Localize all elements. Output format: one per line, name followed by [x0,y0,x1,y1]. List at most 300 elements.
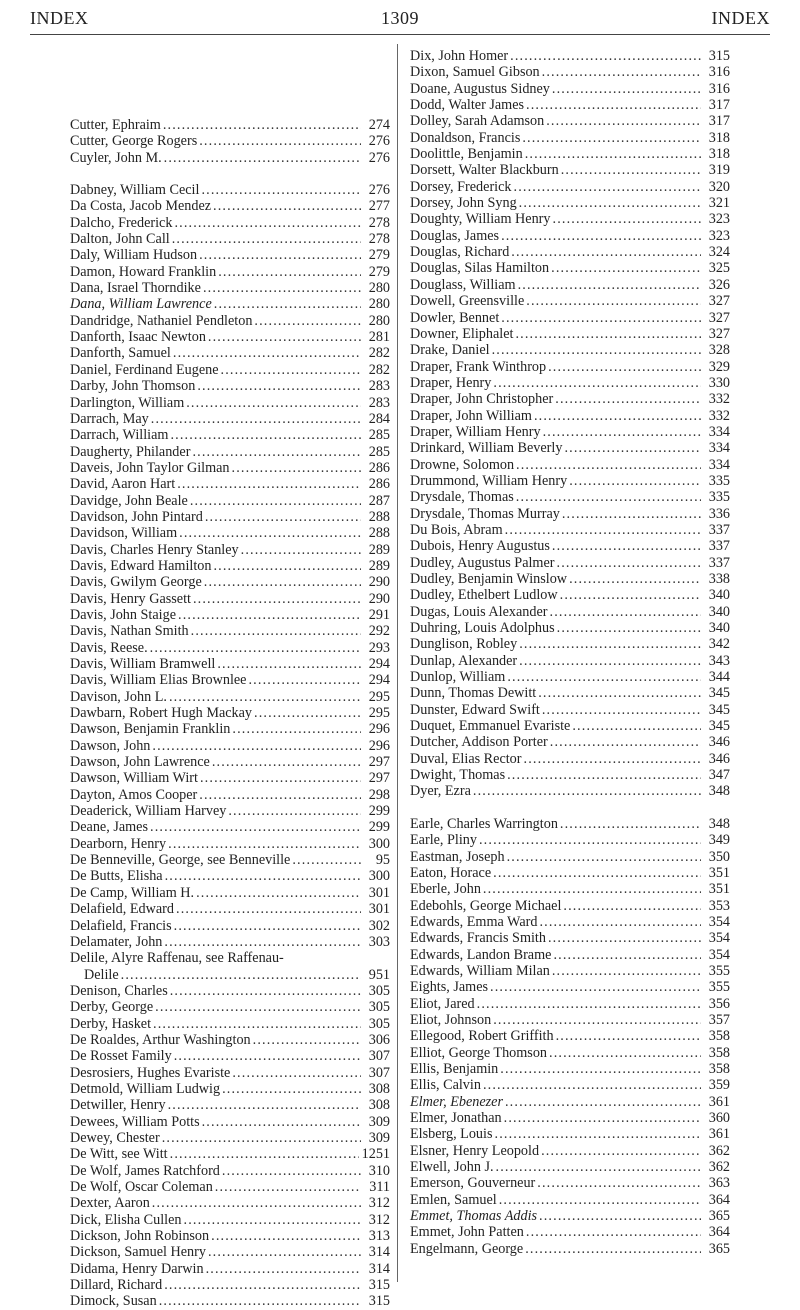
entry-name: Dorsett, Walter Blackburn [410,162,559,179]
entry-name: Daugherty, Philander [70,443,191,460]
index-entry [410,522,730,538]
dot-leader [215,1179,361,1195]
entry-name: Danforth, Isaac Newton [70,329,206,346]
dot-leader [218,264,361,280]
entry-name: Dowell, Greensville [410,293,525,310]
dot-leader [501,310,701,326]
entry-page: 294 [368,656,390,672]
dot-leader [550,604,701,620]
index-entry [70,198,390,214]
entry-page: 288 [368,508,390,525]
entry-page: 355 [708,979,730,996]
entry-name: Ellis, Calvin [410,1077,481,1094]
entry-name: Eliot, Johnson [410,1011,492,1028]
index-entry [410,506,730,522]
dot-leader [542,64,701,80]
entry-name-line1: Delile, Alyre Raffenau, see Raffenau- [70,950,284,967]
right-column [410,48,730,1257]
entry-page: 351 [708,881,730,898]
entry-page: 307 [368,1064,390,1081]
dot-leader [560,587,701,603]
entry-name: Edwards, Francis Smith [410,930,546,947]
index-entry [70,280,390,296]
index-entry [70,247,390,263]
entry-name: Draper, John William [410,407,532,424]
dot-leader [172,231,361,247]
entry-page: 348 [708,783,730,800]
index-entry [410,881,730,897]
dot-leader [254,313,361,329]
index-entry [410,1159,730,1175]
entry-page: 300 [368,835,390,852]
dot-leader [213,558,361,574]
entry-name: Dorsey, John Syng [410,195,517,212]
index-entry [410,277,730,293]
index-entry [410,979,730,995]
index-entry [70,1130,390,1146]
entry-name: Draper, Frank Winthrop [410,358,547,375]
dot-leader [248,672,361,688]
entry-name: Edwards, Emma Ward [410,913,538,930]
index-entry [410,1077,730,1093]
dot-leader [204,574,361,590]
index-entry [70,1195,390,1211]
entry-page: 280 [368,296,390,313]
index-entry [70,689,390,705]
index-entry [410,767,730,783]
dot-leader [174,1048,361,1064]
entry-name: Doolittle, Benjamin [410,146,523,163]
dot-leader [199,247,361,263]
entry-name: Eights, James [410,979,489,996]
entry-page: 320 [708,178,730,195]
dot-leader [539,1208,701,1224]
dot-leader [473,783,701,799]
dot-leader [174,918,361,934]
entry-page: 309 [368,1113,390,1130]
dot-leader [534,408,701,424]
dot-leader [572,718,701,734]
entry-page: 354 [708,913,730,930]
header-rule [30,34,770,35]
entry-page: 276 [368,133,390,150]
entry-page: 330 [708,374,730,391]
entry-name: Davis, Henry Gassett [70,590,191,607]
entry-name: Doane, Augustus Sidney [410,80,550,97]
index-entry [410,146,730,162]
index-entry [70,542,390,558]
index-entry [410,1241,730,1257]
dot-leader [254,705,361,721]
dot-leader [479,832,701,848]
entry-name: Draper, William Henry [410,423,541,440]
entry-name: Ellegood, Robert Griffith [410,1028,554,1045]
entry-name: Cuyler, John M. [70,149,162,166]
entry-page: 284 [368,410,390,427]
entry-name: Earle, Charles Warrington [410,815,558,832]
entry-page: 326 [708,276,730,293]
dot-leader [525,1241,701,1257]
dot-leader [174,215,361,231]
dot-leader [477,996,701,1012]
entry-name: Dickson, John Robinson [70,1228,210,1245]
running-header [30,8,770,30]
dot-leader [543,424,701,440]
dot-leader [505,1094,701,1110]
dot-leader [169,689,361,705]
index-entry [410,162,730,178]
dot-leader [170,427,361,443]
index-entry [410,195,730,211]
dot-leader [556,1028,701,1044]
index-entry [410,636,730,652]
index-entry [70,117,390,133]
entry-page: 285 [368,427,390,444]
dot-leader [211,1228,361,1244]
dot-leader [150,640,361,656]
dot-leader [221,362,361,378]
entry-page: 351 [708,864,730,881]
index-entry [410,865,730,881]
entry-page: 301 [368,884,390,901]
index-entry-wrapped [70,950,390,983]
index-entry [410,947,730,963]
entry-page: 312 [368,1195,390,1212]
entry-name: Delamater, John [70,933,163,950]
entry-name: De Roaldes, Arthur Washington [70,1031,251,1048]
index-entry [70,868,390,884]
dot-leader [177,476,361,492]
index-entry [410,620,730,636]
index-entry [410,898,730,914]
entry-page: 279 [368,247,390,264]
index-entry [70,607,390,623]
dot-leader [538,685,701,701]
entry-page: 318 [708,129,730,146]
entry-name: Davis, John Staige [70,606,177,623]
entry-page: 344 [708,669,730,686]
dot-leader [170,1146,359,1162]
entry-name: Douglas, James [410,227,500,244]
dot-leader [562,506,701,522]
entry-page: 274 [368,117,390,133]
entry-name: Douglas, Silas Hamilton [410,260,550,277]
entry-name: De Camp, William H. [70,884,195,901]
entry-page: 345 [708,701,730,718]
index-entry [70,395,390,411]
entry-page: 364 [708,1191,730,1208]
entry-page: 325 [708,260,730,277]
entry-name: Darlington, William [70,394,185,411]
left-group-2b [70,983,390,1310]
entry-page: 361 [708,1093,730,1110]
index-entry [410,81,730,97]
index-entry [410,342,730,358]
entry-name: Draper, John Christopher [410,391,554,408]
entry-page: 293 [368,639,390,656]
entry-page: 328 [708,342,730,359]
dot-leader [490,979,701,995]
dot-leader [519,195,701,211]
entry-page: 360 [708,1110,730,1126]
index-entry [410,228,730,244]
entry-page: 280 [368,312,390,329]
index-entry [410,702,730,718]
index-entry [70,787,390,803]
entry-page: 362 [708,1159,730,1176]
entry-page: 327 [708,309,730,326]
dot-leader [507,849,701,865]
dot-leader [232,1065,361,1081]
entry-name: Dick, Elisha Cullen [70,1211,182,1228]
entry-name: Davidge, John Beale [70,492,188,509]
entry-name-line2: Delile [84,966,119,983]
dot-leader [548,930,701,946]
entry-name: Danforth, Samuel [70,345,171,362]
entry-page: 307 [368,1048,390,1065]
index-entry [70,1244,390,1260]
dot-leader [163,117,361,133]
index-entry [410,1061,730,1077]
entry-page: 289 [368,557,390,574]
index-entry [70,444,390,460]
entry-page: 278 [368,231,390,248]
entry-page: 317 [708,113,730,130]
entry-name: Ellis, Benjamin [410,1060,499,1077]
index-entry [410,130,730,146]
entry-name: Davidson, John Pintard [70,508,203,525]
dot-leader [546,113,701,129]
dot-leader [184,1212,361,1228]
dot-leader [164,934,361,950]
dot-leader [228,803,361,819]
header-right: INDEX [711,8,770,28]
entry-page: 346 [708,734,730,751]
entry-name: Dana, Israel Thorndike [70,280,201,297]
entry-page: 308 [368,1080,390,1097]
entry-name: Doughty, William Henry [410,211,551,228]
entry-page: 1251 [361,1146,390,1163]
entry-name: Dunn, Thomas Dewitt [410,685,537,702]
entry-name: Emmet, Thomas Addis [410,1208,538,1225]
entry-page: 315 [368,1293,390,1310]
entry-page: 359 [708,1077,730,1094]
dot-leader [557,620,701,636]
index-entry [410,310,730,326]
dot-leader [499,1192,701,1208]
dot-leader [507,669,701,685]
entry-page: 309 [368,1129,390,1146]
index-entry [410,751,730,767]
header-left: INDEX [30,8,89,28]
entry-name: Dewees, William Potts [70,1113,200,1130]
index-entry [410,1208,730,1224]
entry-name: Dawson, John [70,737,151,754]
entry-page: 286 [368,476,390,493]
entry-name: De Rosset Family [70,1048,172,1065]
dot-leader [150,819,361,835]
entry-name: Dunlap, Alexander [410,652,518,669]
dot-leader [518,277,701,293]
index-entry [410,996,730,1012]
entry-page: 324 [708,244,730,261]
dot-leader [492,342,701,358]
index-entry [70,852,390,868]
dot-leader [511,244,701,260]
index-entry [70,918,390,934]
entry-page: 365 [708,1240,730,1257]
entry-name: Dimock, Susan [70,1293,157,1310]
index-entry [410,260,730,276]
entry-name: Derby, George [70,999,154,1016]
entry-page: 306 [368,1031,390,1048]
entry-page: 340 [708,587,730,604]
dot-leader [526,1224,701,1240]
entry-page: 314 [368,1244,390,1261]
entry-name: Darrach, William [70,427,169,444]
index-entry [70,215,390,231]
index-entry [410,718,730,734]
index-entry [70,150,390,166]
index-entry [410,816,730,832]
entry-name: Davis, William Elias Brownlee [70,672,247,689]
dot-leader [178,607,361,623]
dot-leader [222,1163,361,1179]
entry-name: Dexter, Aaron [70,1195,150,1212]
entry-page: 337 [708,538,730,555]
entry-page: 340 [708,603,730,620]
section-gap [70,166,390,182]
dot-leader [205,509,361,525]
dot-leader [483,881,701,897]
dot-leader [553,211,702,227]
entry-page: 298 [368,786,390,803]
entry-name: Drowne, Solomon [410,456,515,473]
entry-name: Dudley, Benjamin Winslow [410,571,568,587]
entry-name: Donaldson, Francis [410,129,521,146]
index-entry [410,963,730,979]
entry-name: De Wolf, James Ratchford [70,1162,220,1179]
entry-page: 334 [708,440,730,457]
entry-page: 337 [708,554,730,571]
index-entry [410,685,730,701]
dot-leader [552,81,701,97]
entry-name: Dowler, Bennet [410,309,500,326]
index-entry [410,930,730,946]
index-entry [70,264,390,280]
left-column [70,117,390,1310]
dot-leader [501,228,701,244]
dot-leader [537,1175,701,1191]
entry-name: Dugas, Louis Alexander [410,603,548,620]
dot-leader [569,571,701,587]
entry-name: Edwards, William Milan [410,962,550,979]
entry-name: Edebohls, George Michael [410,897,562,914]
dot-leader [569,473,701,489]
index-entry [70,738,390,754]
entry-page: 316 [708,64,730,81]
entry-page: 350 [708,848,730,865]
entry-page: 342 [708,636,730,653]
entry-name: Davis, William Bramwell [70,656,216,672]
index-entry [70,1097,390,1113]
entry-name: Du Bois, Abram [410,521,503,538]
index-entry [70,1293,390,1309]
dot-leader [151,411,361,427]
index-entry [410,375,730,391]
dot-leader [173,345,361,361]
entry-name: Cutter, George Rogers [70,133,198,150]
entry-page: 282 [368,345,390,362]
index-entry [410,832,730,848]
entry-page: 95 [375,852,390,869]
entry-page: 317 [708,97,730,114]
entry-name: Emmet, John Patten [410,1224,524,1241]
dot-leader [213,198,361,214]
entry-page: 316 [708,80,730,97]
index-entry [410,587,730,603]
dot-leader [516,457,701,473]
entry-name: Daly, William Hudson [70,247,198,264]
index-entry [70,525,390,541]
entry-name: Derby, Hasket [70,1015,152,1032]
index-entry [70,231,390,247]
index-entry [70,934,390,950]
dot-leader [192,444,361,460]
entry-name: Davidson, William [70,525,178,542]
dot-leader [526,293,701,309]
entry-page: 357 [708,1011,730,1028]
index-entry [70,623,390,639]
dot-leader [526,97,701,113]
index-entry [410,48,730,64]
dot-leader [222,1081,361,1097]
entry-name: Eastman, Joseph [410,848,505,865]
dot-leader [191,623,361,639]
index-entry [410,391,730,407]
entry-page: 290 [368,590,390,607]
index-entry [70,1065,390,1081]
entry-page: 290 [368,574,390,591]
left-group-1 [70,117,390,166]
dot-leader [519,653,701,669]
left-group-2a [70,182,390,950]
index-entry [70,493,390,509]
right-group-1 [410,48,730,800]
dot-leader [196,885,361,901]
entry-name: Denison, Charles [70,982,168,999]
entry-page: 295 [368,688,390,705]
entry-name: Dalton, John Call [70,231,170,248]
entry-name: Dabney, William Cecil [70,182,200,199]
entry-page: 332 [708,391,730,408]
index-entry [70,754,390,770]
entry-name: Draper, Henry [410,374,492,391]
index-entry [410,1224,730,1240]
index-entry [70,1163,390,1179]
dot-leader [493,865,701,881]
entry-page: 296 [368,721,390,738]
index-entry [410,408,730,424]
dot-leader [202,1114,361,1130]
entry-page: 282 [368,361,390,378]
index-entry [70,672,390,688]
entry-name: Dandridge, Nathaniel Pendleton [70,312,253,329]
index-entry [410,734,730,750]
dot-leader [516,489,701,505]
entry-page: 335 [708,489,730,506]
dot-leader [550,734,701,750]
